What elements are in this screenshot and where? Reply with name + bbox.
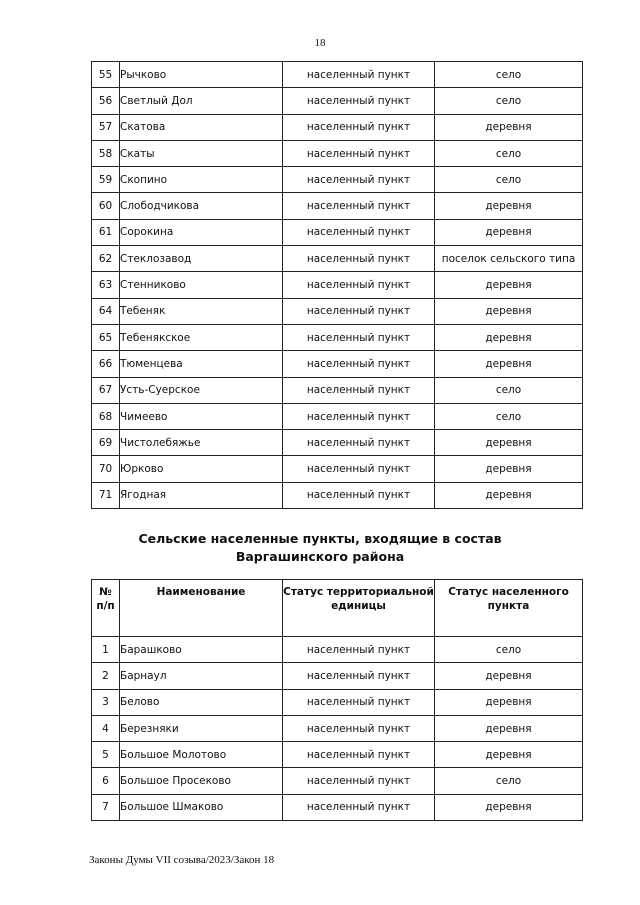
settlements-table-body (92, 62, 583, 509)
row-number: 61 (92, 219, 120, 245)
settlement-type: деревня (435, 663, 583, 689)
header-name: Наименование (120, 580, 283, 637)
settlement-type: деревня (435, 689, 583, 715)
row-number: 2 (92, 663, 120, 689)
settlement-name: Усть-Суерское (120, 377, 283, 403)
settlement-type: село (435, 377, 583, 403)
settlement-type: село (435, 768, 583, 794)
settlement-name: Стенниково (120, 272, 283, 298)
settlement-type: деревня (435, 114, 583, 140)
settlement-name: Светлый Дол (120, 88, 283, 114)
settlement-type: деревня (435, 193, 583, 219)
table-row (92, 62, 583, 88)
table-row (92, 794, 583, 820)
table-row (92, 351, 583, 377)
settlement-type: деревня (435, 715, 583, 741)
section-title-line-2: Варгашинского района (235, 549, 405, 564)
table-row (92, 114, 583, 140)
settlement-type: деревня (435, 456, 583, 482)
settlement-name: Белово (120, 689, 283, 715)
settlement-type: деревня (435, 298, 583, 324)
settlement-type: село (435, 403, 583, 429)
row-number: 3 (92, 689, 120, 715)
territorial-status: населенный пункт (283, 689, 435, 715)
settlement-name: Чимеево (120, 403, 283, 429)
settlement-name: Березняки (120, 715, 283, 741)
row-number: 57 (92, 114, 120, 140)
row-number: 1 (92, 637, 120, 663)
settlement-name: Слободчикова (120, 193, 283, 219)
row-number: 71 (92, 482, 120, 508)
settlement-name: Чистолебяжье (120, 430, 283, 456)
section-title-line-1: Сельские населенные пункты, входящие в состав (138, 531, 502, 546)
table-row (92, 298, 583, 324)
table-row (92, 219, 583, 245)
settlement-type: село (435, 62, 583, 88)
territorial-status: населенный пункт (283, 246, 435, 272)
territorial-status: населенный пункт (283, 430, 435, 456)
settlement-name: Ягодная (120, 482, 283, 508)
row-number: 4 (92, 715, 120, 741)
table-row (92, 377, 583, 403)
vargashi-settlements-table (91, 579, 583, 821)
row-number: 67 (92, 377, 120, 403)
territorial-status: населенный пункт (283, 62, 435, 88)
settlement-type: деревня (435, 324, 583, 350)
territorial-status: населенный пункт (283, 456, 435, 482)
settlement-name: Скопино (120, 167, 283, 193)
table-row (92, 689, 583, 715)
territorial-status: населенный пункт (283, 637, 435, 663)
table-row (92, 272, 583, 298)
table-row (92, 193, 583, 219)
territorial-status: населенный пункт (283, 324, 435, 350)
table-row (92, 167, 583, 193)
settlement-type: деревня (435, 794, 583, 820)
settlement-type: село (435, 637, 583, 663)
settlement-name: Тюменцева (120, 351, 283, 377)
settlement-type: деревня (435, 430, 583, 456)
territorial-status: населенный пункт (283, 88, 435, 114)
row-number: 55 (92, 62, 120, 88)
territorial-status: населенный пункт (283, 272, 435, 298)
settlements-table-continued (91, 61, 583, 509)
row-number: 68 (92, 403, 120, 429)
table-row (92, 140, 583, 166)
territorial-status: населенный пункт (283, 167, 435, 193)
territorial-status: населенный пункт (283, 403, 435, 429)
settlement-name: Юрково (120, 456, 283, 482)
row-number: 6 (92, 768, 120, 794)
settlement-type: село (435, 167, 583, 193)
settlement-type: деревня (435, 272, 583, 298)
table-row (92, 88, 583, 114)
territorial-status: населенный пункт (283, 298, 435, 324)
table-row (92, 246, 583, 272)
territorial-status: населенный пункт (283, 193, 435, 219)
territorial-status: населенный пункт (283, 140, 435, 166)
settlement-name: Стеклозавод (120, 246, 283, 272)
row-number: 5 (92, 742, 120, 768)
row-number: 60 (92, 193, 120, 219)
row-number: 65 (92, 324, 120, 350)
territorial-status: населенный пункт (283, 794, 435, 820)
row-number: 63 (92, 272, 120, 298)
header-settlement-status: Статус населенного пункта (435, 580, 583, 637)
settlement-name: Тебеняксκое (120, 324, 283, 350)
territorial-status: населенный пункт (283, 351, 435, 377)
row-number: 59 (92, 167, 120, 193)
settlement-type: село (435, 88, 583, 114)
table-header-row (92, 580, 583, 637)
settlement-name: Барнаул (120, 663, 283, 689)
row-number: 58 (92, 140, 120, 166)
territorial-status: населенный пункт (283, 768, 435, 794)
table-row (92, 715, 583, 741)
settlement-type: поселок сельского типа (435, 246, 583, 272)
territorial-status: населенный пункт (283, 715, 435, 741)
row-number: 70 (92, 456, 120, 482)
row-number: 66 (92, 351, 120, 377)
settlement-type: деревня (435, 351, 583, 377)
settlement-name: Скатова (120, 114, 283, 140)
settlements-table-body (92, 637, 583, 821)
settlement-type: село (435, 140, 583, 166)
row-number: 62 (92, 246, 120, 272)
settlement-type: деревня (435, 219, 583, 245)
table-row (92, 742, 583, 768)
table-row (92, 637, 583, 663)
territorial-status: населенный пункт (283, 663, 435, 689)
table-row (92, 456, 583, 482)
table-row (92, 482, 583, 508)
row-number: 64 (92, 298, 120, 324)
territorial-status: населенный пункт (283, 219, 435, 245)
row-number: 56 (92, 88, 120, 114)
territorial-status: населенный пункт (283, 742, 435, 768)
section-title (0, 530, 640, 566)
settlement-name: Тебеняк (120, 298, 283, 324)
settlement-name: Большое Просеково (120, 768, 283, 794)
header-territorial-status: Статус территориальной единицы (283, 580, 435, 637)
header-number: № п/п (92, 580, 120, 637)
settlement-type: деревня (435, 742, 583, 768)
settlement-name: Скаты (120, 140, 283, 166)
table-row (92, 768, 583, 794)
document-footer: Законы Думы VII созыва/2023/Закон 18 (89, 854, 275, 866)
settlement-type: деревня (435, 482, 583, 508)
territorial-status: населенный пункт (283, 482, 435, 508)
table-row (92, 403, 583, 429)
table-row (92, 324, 583, 350)
row-number: 69 (92, 430, 120, 456)
settlement-name: Большое Молотово (120, 742, 283, 768)
settlement-name: Большое Шмаково (120, 794, 283, 820)
settlement-name: Сорокина (120, 219, 283, 245)
row-number: 7 (92, 794, 120, 820)
settlement-name: Барашково (120, 637, 283, 663)
territorial-status: населенный пункт (283, 114, 435, 140)
page-number: 18 (314, 37, 326, 49)
table-row (92, 663, 583, 689)
table-row (92, 430, 583, 456)
territorial-status: населенный пункт (283, 377, 435, 403)
settlement-name: Рычково (120, 62, 283, 88)
